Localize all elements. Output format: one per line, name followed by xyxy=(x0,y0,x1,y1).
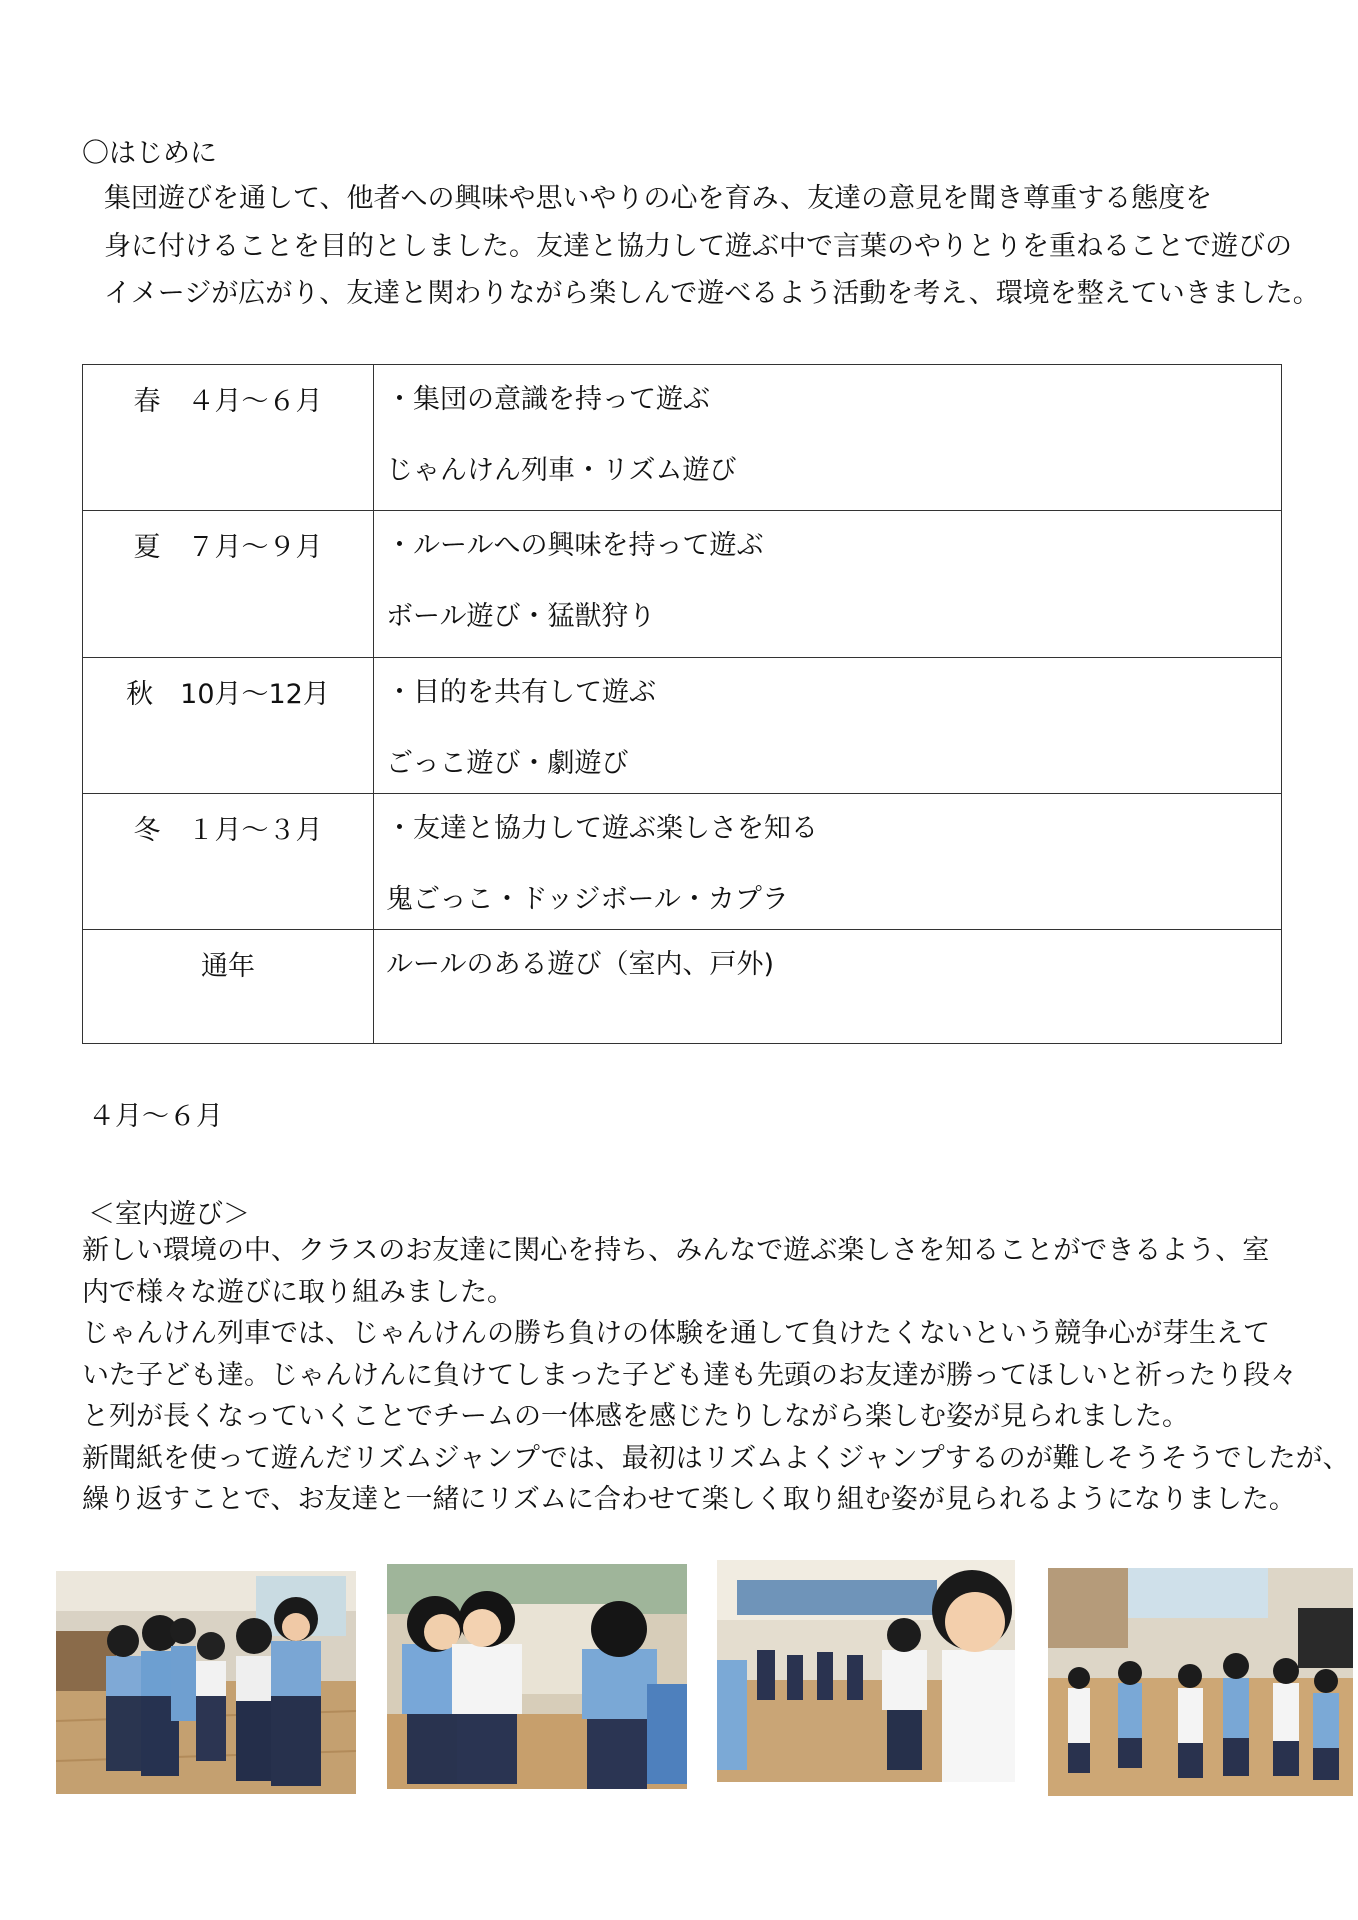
activity-list: 鬼ごっこ・ドッジボール・カプラ xyxy=(386,884,789,915)
photo-janken-train xyxy=(56,1571,356,1794)
description-line: 内で様々な遊びに取り組みました。 xyxy=(82,1276,514,1308)
activity-goal: ・友達と協力して遊ぶ楽しさを知る xyxy=(386,813,818,844)
activity-cell xyxy=(374,658,1282,794)
activity-goal: ・集団の意識を持って遊ぶ xyxy=(386,384,710,415)
activity-cell xyxy=(374,365,1282,511)
intro-line: 身に付けることを目的としました。友達と協力して遊ぶ中で言葉のやりとりを重ねることで遊びの xyxy=(104,230,1292,262)
activity-cell xyxy=(374,794,1282,930)
table-row xyxy=(83,930,1282,1044)
season-cell: 秋 10月～12月 xyxy=(83,658,374,794)
description-line: じゃんけん列車では、じゃんけんの勝ち負けの体験を通して負けたくないという競争心が芽生えて xyxy=(82,1318,1270,1349)
description-line: 繰り返すことで、お友達と一緒にリズムに合わせて楽しく取り組む姿が見られるようになりました。 xyxy=(82,1484,1296,1515)
photo-children-talking xyxy=(387,1564,687,1789)
table-row xyxy=(83,511,1282,658)
intro-heading: 〇はじめに xyxy=(82,138,217,169)
indoor-play-heading: ＜室内遊び＞ xyxy=(88,1199,250,1230)
activity-goal: ・目的を共有して遊ぶ xyxy=(386,677,656,708)
intro-line: イメージが広がり、友達と関わりながら楽しんで遊べるよう活動を考え、環境を整えていきました。 xyxy=(104,278,1320,309)
description-line: 新聞紙を使って遊んだリズムジャンプでは、最初はリズムよくジャンプするのが難しそうそうでしたが、 xyxy=(82,1442,1350,1474)
season-schedule-table xyxy=(82,364,1282,1044)
activity-goal: ・ルールへの興味を持って遊ぶ xyxy=(386,530,764,561)
photo-rhythm-jump xyxy=(1048,1568,1353,1796)
activity-list: じゃんけん列車・リズム遊び xyxy=(386,455,737,486)
indoor-play-description xyxy=(82,1230,1350,1521)
intro-line: 集団遊びを通して、他者への興味や思いやりの心を育み、友達の意見を聞き尊重する態度を xyxy=(104,183,1213,214)
activity-list: ボール遊び・猛獣狩り xyxy=(386,601,656,632)
description-line: と列が長くなっていくことでチームの一体感を感じたりしながら楽しむ姿が見られました。 xyxy=(82,1401,1189,1432)
season-cell: 通年 xyxy=(83,930,374,1044)
table-row xyxy=(83,658,1282,794)
description-line: いた子ども達。じゃんけんに負けてしまった子ども達も先頭のお友達が勝ってほしいと祈ったり段々 xyxy=(82,1359,1297,1391)
description-line: 新しい環境の中、クラスのお友達に関心を持ち、みんなで遊ぶ楽しさを知ることができるよう、室 xyxy=(82,1235,1270,1266)
photo-smiling-boy xyxy=(717,1560,1015,1782)
intro-body xyxy=(104,175,1344,318)
activity-list: ごっこ遊び・劇遊び xyxy=(386,748,629,779)
month-heading: ４月～６月 xyxy=(88,1101,223,1132)
activity-cell xyxy=(374,511,1282,658)
season-cell: 冬 １月～３月 xyxy=(83,794,374,930)
activity-goal: ルールのある遊び（室内、戸外) xyxy=(386,949,774,980)
table-row xyxy=(83,365,1282,511)
season-cell: 夏 ７月～９月 xyxy=(83,511,374,658)
activity-cell xyxy=(374,930,1282,1044)
season-cell: 春 ４月～６月 xyxy=(83,365,374,511)
table-row xyxy=(83,794,1282,930)
